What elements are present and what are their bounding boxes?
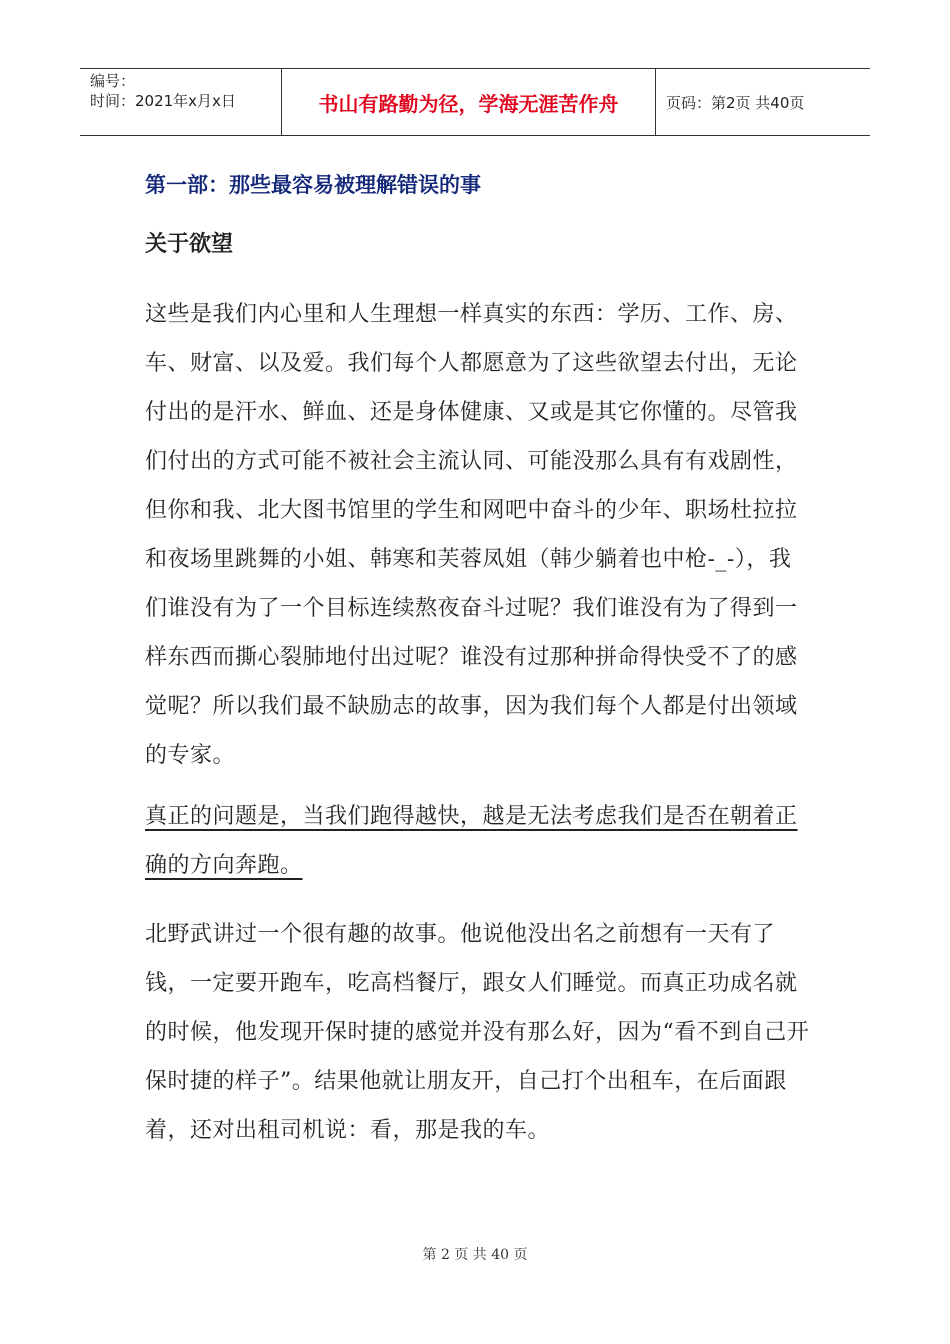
header-motto: 书山有路勤为径，学海无涯苦作舟: [282, 69, 656, 135]
header-page-info: 页码：第2页 共40页: [666, 93, 805, 112]
header-meta: [80, 69, 282, 135]
serial-label: 编号：: [90, 72, 136, 90]
paragraph-desire: 这些是我们内心里和人生理想一样真实的东西：学历、工作、房、车、财富、以及爱。我们每个人都愿意为了这些欲望去付出，无论付出的是汗水、鲜血、还是身体健康、又或是其它你懂的。尽管我们付出的方式可能不被社会主流认同、可能没那么具有有戏剧性，但你和我、北大图书馆里的学生和网吧中奋斗的少年、职场杜拉拉和夜场里跳舞的小姐、韩寒和芙蓉凤姐（韩少躺着也中枪-_-），我们谁没有为了一个目标连续熬夜奋斗过呢？我们谁没有为了得到一样东西而撕心裂肺地付出过呢？谁没有过那种拼命得快受不了的感觉呢？所以我们最不缺励志的故事，因为我们每个人都是付出领域的专家。: [145, 302, 798, 768]
section-title: 第一部：那些最容易被理解错误的事: [145, 173, 481, 197]
document-body: [145, 160, 810, 1155]
paragraph-key-point: 真正的问题是，当我们跑得越快，越是无法考虑我们是否在朝着正确的方向奔跑。: [145, 804, 798, 878]
page-header: [80, 68, 870, 136]
time-label: 时间：2021年x月x日: [90, 92, 236, 110]
paragraph-story: 北野武讲过一个很有趣的故事。他说他没出名之前想有一天有了钱，一定要开跑车，吃高档餐厅，跟女人们睡觉。而真正功成名就的时候，他发现开保时捷的感觉并没有那么好，因为“看不到自己开保时捷的样子”。结果他就让朋友开，自己打个出租车，在后面跟着，还对出租司机说：看，那是我的车。: [145, 922, 810, 1143]
subheading: 关于欲望: [145, 232, 234, 257]
page-footer: 第 2 页 共 40 页: [422, 1247, 528, 1263]
